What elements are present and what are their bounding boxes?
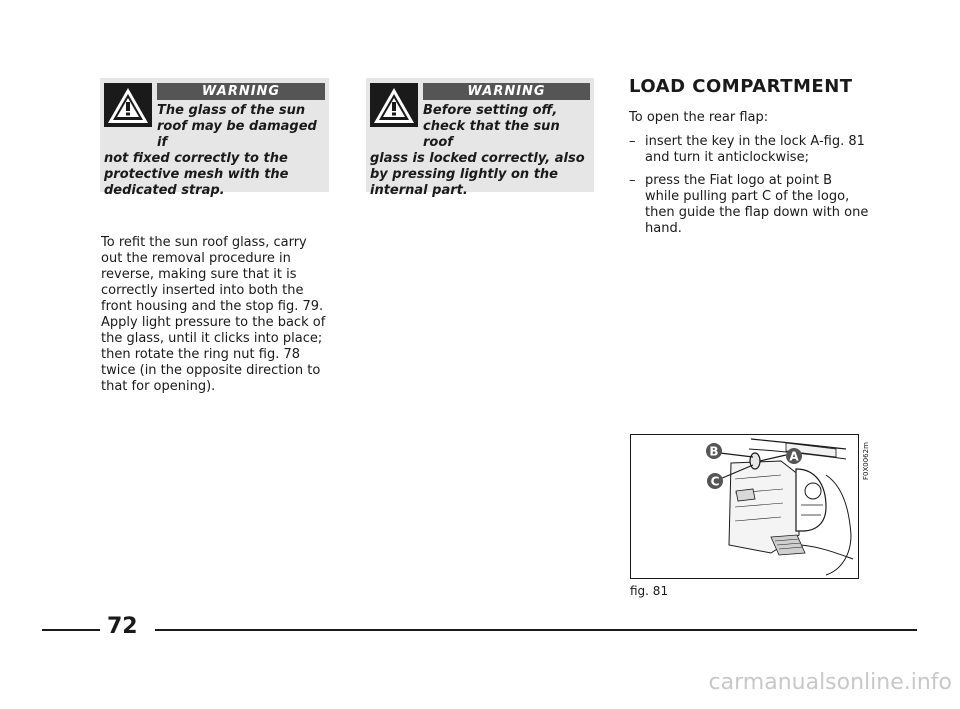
warning-box-check-locked xyxy=(366,78,594,198)
dash-marker: – xyxy=(629,173,636,188)
step-text: insert the key in the lock A-fig. 81 and turn it anticlockwise; xyxy=(645,134,865,165)
callout-a-label: A xyxy=(789,449,799,464)
step-text: press the Fiat logo at point B while pulling part C of the logo, then guide the flap down with one hand. xyxy=(645,173,869,236)
warning-text xyxy=(370,103,591,199)
callout-b xyxy=(706,443,722,459)
warning-header: WARNING xyxy=(423,83,590,100)
figure-rear-flap xyxy=(630,434,859,579)
figure-caption: fig. 81 xyxy=(630,584,669,598)
refit-paragraph: To refit the sun roof glass, carry out the removal procedure in reverse, making sure that it is correctly inserted into both the front housing and the stop fig. 79. Apply light pressure to the back of the glass, until it clicks into place; then rotate the ring nut fig. 78 twice (in the opposite direction to that for opening). xyxy=(101,235,326,394)
footer-rule-right xyxy=(155,629,917,631)
page-number: 72 xyxy=(107,614,138,639)
callout-b-leader xyxy=(720,453,753,457)
callout-a-leader xyxy=(760,455,786,461)
warning-text-rest: glass is locked correctly, also by pressing lightly on the internal part. xyxy=(370,151,585,198)
dash-marker: – xyxy=(629,134,636,149)
callout-b-label: B xyxy=(709,444,719,459)
warning-text-line: The glass of the sun xyxy=(157,103,306,118)
warning-text xyxy=(104,103,326,199)
warning-header: WARNING xyxy=(157,83,325,100)
callout-c-label: C xyxy=(710,474,720,489)
callout-c xyxy=(707,473,723,489)
warning-text-line: check that the sun roof xyxy=(423,119,560,150)
intro-text: To open the rear flap: xyxy=(629,110,769,125)
callout-a xyxy=(786,448,802,464)
section-title: LOAD COMPARTMENT xyxy=(629,76,853,97)
warning-text-line: Before setting off, xyxy=(423,103,558,118)
warning-box-glass-damage xyxy=(100,78,329,198)
footer-rule-left xyxy=(42,629,100,631)
list-item xyxy=(629,134,869,166)
steps-list xyxy=(629,134,869,244)
list-item xyxy=(629,173,869,237)
warning-text-line: roof may be damaged if xyxy=(157,119,317,150)
rear-flap-illustration xyxy=(631,435,857,577)
figure-code: F0X0062m xyxy=(862,442,870,480)
warning-text-rest: not fixed correctly to the protective mesh with the dedicated strap. xyxy=(104,151,289,198)
watermark: carmanualsonline.info xyxy=(708,670,952,695)
